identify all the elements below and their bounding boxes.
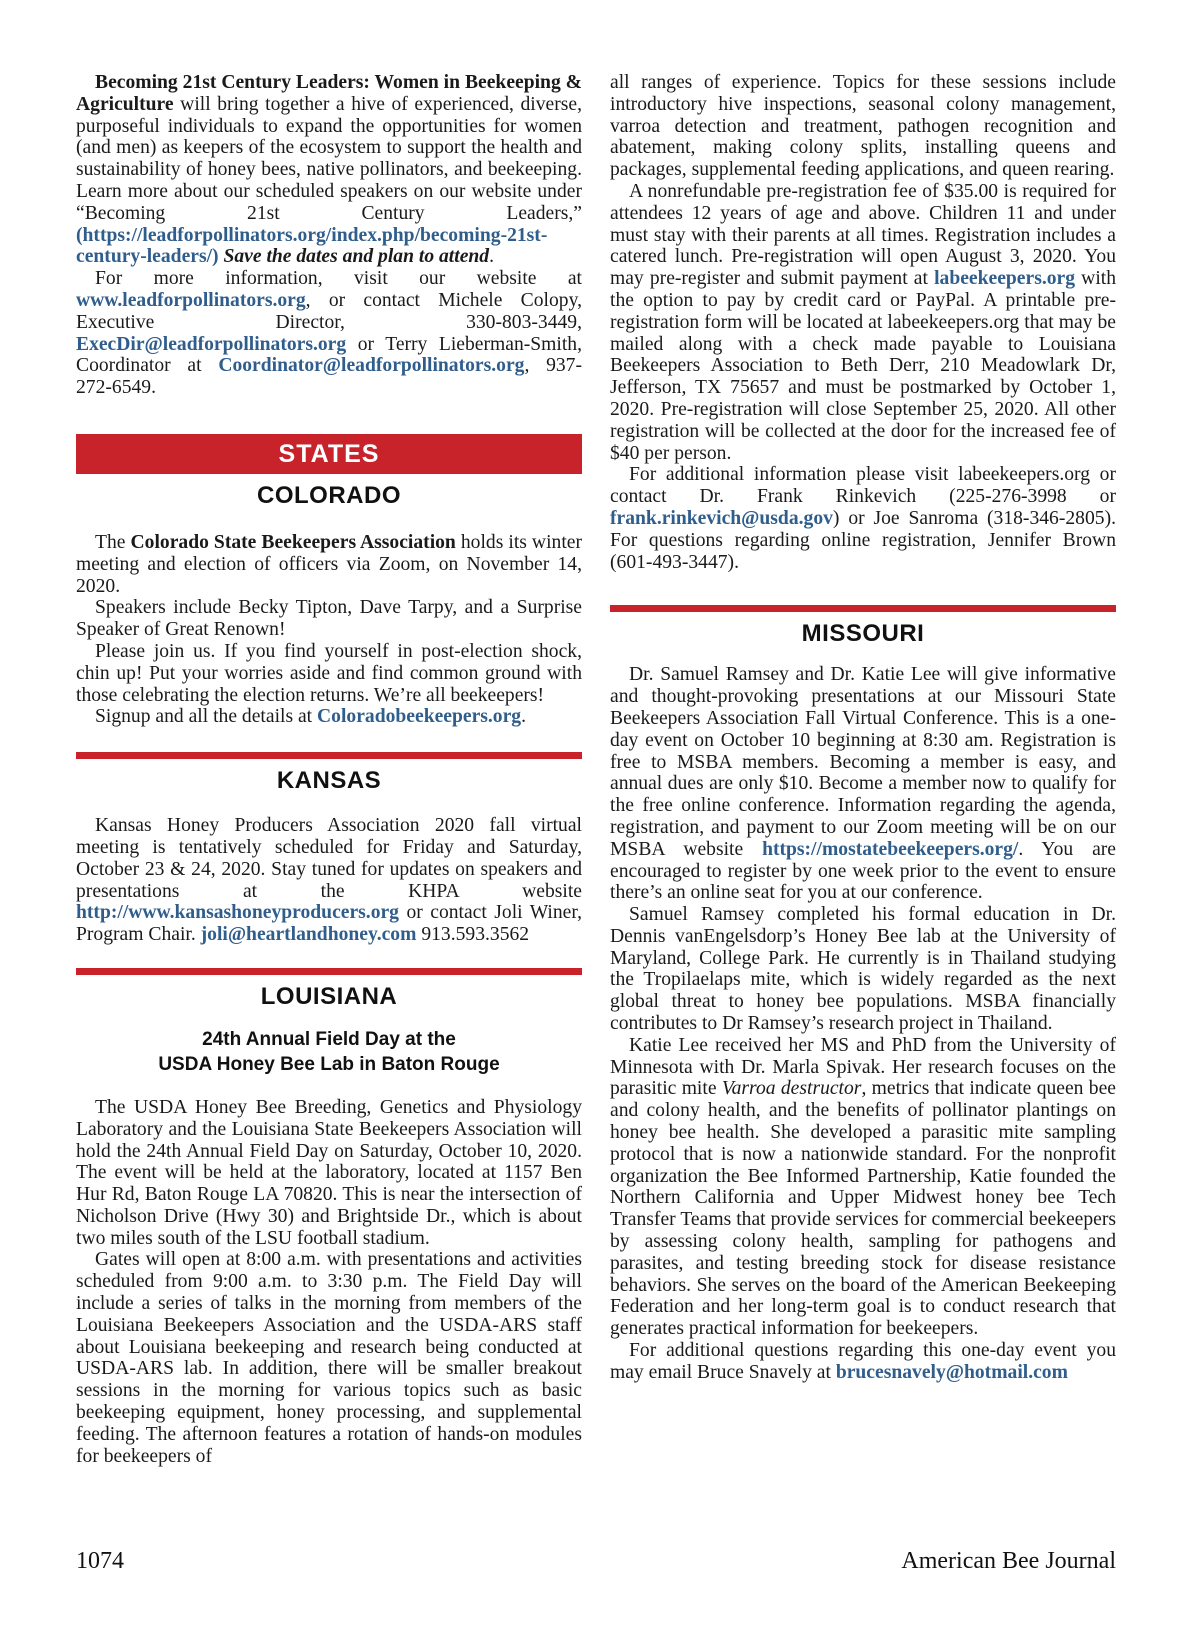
leaders-info4: , 937-272-6549. xyxy=(76,355,582,399)
kansas-p1-c: 913.593.3562 xyxy=(416,924,530,946)
leaders-site-link[interactable]: www.leadforpollinators.org xyxy=(76,289,306,311)
right-column xyxy=(610,72,1116,1384)
colorado-p1-a: The xyxy=(95,531,131,553)
colorado-link[interactable]: Coloradobeekeepers.org xyxy=(317,706,522,728)
louisiana-paragraph-4 xyxy=(610,181,1116,464)
colorado-paragraph-1 xyxy=(76,532,582,597)
colorado-heading: COLORADO xyxy=(257,481,401,509)
louisiana-paragraph-1: The USDA Honey Bee Breeding, Genetics and Physiology Laboratory and the Louisiana State Beekeepers Association will hold the 24th Annual Field Day on Saturday, October 10, 2020. The event will be held at the laboratory, located at 1157 Ben Hur Rd, Baton Rouge LA 70820. This is near the intersection of Nicholson Drive (Hwy 30) and Brightside Dr., which is about two miles south of the LSU football stadium. xyxy=(76,1096,582,1249)
khpa-link[interactable]: http://www.kansashoneyproducers.org xyxy=(76,902,399,924)
leaders-info3: or Terry Lieberman-Smith, Coordinator at xyxy=(76,333,582,377)
missouri-p1-a: Dr. Samuel Ramsey and Dr. Katie Lee will give informative and thought-provoking presentations at our Missouri State Beekeepers Association Fall Virtual Conference. This is a one-day event on October 10 beginning at 8:30 am. Registration is free to MSBA members. Becoming a member is easy, and annual dues are only $10. Become a member now to qualify for the free online conference. Information regarding the agenda, registration, and payment to our Zoom meeting will be on our MSBA website xyxy=(610,664,1116,860)
missouri-p1-b: . You are encouraged to register by one week prior to the event to ensure there’s an online seat for you at our conference. xyxy=(610,838,1116,904)
louisiana-p4-a: A nonrefundable pre-registration fee of $35.00 is required for attendees 12 years of age and above. Children 11 and under must stay with their parents at all times. Registration includes a catered lunch. Pre-registration will open August 3, 2020. You may pre-register and submit payment at xyxy=(610,180,1116,290)
colorado-p4-a: Signup and all the details at xyxy=(95,706,318,728)
colorado-paragraph-4 xyxy=(76,706,582,728)
publication-name: American Bee Journal xyxy=(901,1548,1116,1574)
missouri-paragraph-2: Samuel Ramsey completed his formal education in Dr. Dennis vanEngelsdorp’s Honey Bee lab at the University of Maryland, College Park. He currently is in Thailand studying the Tropilaelaps mite, which is widely regarded as the next global threat to honey bee populations. MSBA financially contributes to Dr Ramsey’s research project in Thailand. xyxy=(610,904,1116,1035)
leaders-title: Becoming 21st Century Leaders: Women in Beekeeping & Agriculture xyxy=(76,72,582,115)
msba-link[interactable]: https://mostatebeekeepers.org/ xyxy=(762,838,1019,860)
execdir-email-link[interactable]: ExecDir@leadforpollinators.org xyxy=(76,333,347,355)
leaders-contact-paragraph xyxy=(76,268,582,399)
colorado-org: Colorado State Beekeepers Association xyxy=(130,531,456,553)
louisiana-heading: LOUISIANA xyxy=(260,982,398,1010)
coordinator-email-link[interactable]: Coordinator@leadforpollinators.org xyxy=(218,355,525,377)
missouri-paragraph-1 xyxy=(610,664,1116,904)
louisiana-paragraph-3: all ranges of experience. Topics for these sessions include introductory hive inspections, seasonal colony management, varroa detection and treatment, pathogen recognition and abatement, making colony splits, installing queens and packages, supplemental feeding applications, and queen rearing. xyxy=(610,72,1116,181)
leaders-info2: , or contact Michele Colopy, Executive Director, 330-803-3449, xyxy=(76,289,582,333)
colorado-paragraph-3: Please join us. If you find yourself in post-election shock, chin up! Put your worries aside and find common ground with those celebrating the election returns. We’re all beekeepers! xyxy=(76,640,582,706)
kansas-p1-b: or contact Joli Winer, Program Chair. xyxy=(76,902,582,946)
joli-email-link[interactable]: joli@heartlandhoney.com xyxy=(200,924,417,946)
louisiana-paragraph-2: Gates will open at 8:00 a.m. with presentations and activities scheduled from 9:00 a.m. to 3:30 p.m. The Field Day will include a series of talks in the morning from members of the Louisiana Beekeepers Association and the USDA-ARS staff about Louisiana beekeeping and research being conducted at USDA-ARS lab. In addition, there will be smaller breakout sessions in the morning for various topics such as basic beekeeping equipment, honey processing, and supplemental feeding. The afternoon features a rotation of hands-on modules for beekeepers of xyxy=(76,1249,582,1467)
louisiana-p5-a: For additional information please visit labeekeepers.org or contact Dr. Frank Rinkevich (225-276-3998 or xyxy=(610,464,1116,508)
louisiana-paragraph-5 xyxy=(610,464,1116,573)
colorado-p1-b: holds its winter meeting and election of officers via Zoom, on November 14, 2020. xyxy=(76,531,582,597)
missouri-p4-a: For additional questions regarding this one-day event you may email Bruce Snavely at xyxy=(610,1340,1116,1383)
louisiana-subhead-2: USDA Honey Bee Lab in Baton Rouge xyxy=(158,1053,500,1075)
leaders-info1: For more information, visit our website at xyxy=(95,268,582,290)
missouri-heading: MISSOURI xyxy=(801,620,925,648)
rinkevich-email-link[interactable]: frank.rinkevich@usda.gov xyxy=(610,507,833,529)
varroa-species: Varroa destructor xyxy=(721,1078,862,1100)
leaders-body: will bring together a hive of experienced, diverse, purposeful individuals to expand the opportunities for women (and men) as keepers of the ecosystem to support the health and sustainability of honey bees, native pollinators, and beekeeping. Learn more about our scheduled speakers on our website under “Becoming 21st Century Leaders,” xyxy=(76,93,582,224)
missouri-p3-b: , metrics that indicate queen bee and colony health, and the benefits of pollinator plantings on honey bee health. She developed a parasitic mite sampling protocol that is now a nationwide standard. For the nonprofit organization the Bee Informed Partnership, Katie founded the Northern California and Upper Midwest honey bee Tech Transfer Teams that provide services for commercial beekeepers by assessing colony health, sampling for pathogens and parasites, and testing breeding stock for disease resistance behaviors. She serves on the board of the American Beekeeping Federation and her long-term goal is to conduct research that generates practical information for beekeepers. xyxy=(610,1078,1116,1340)
leaders-save-end: . xyxy=(489,246,494,268)
louisiana-rule xyxy=(76,968,582,975)
leaders-save-note: Save the dates and plan to attend xyxy=(223,246,490,268)
kansas-p1-a: Kansas Honey Producers Association 2020 fall virtual meeting is tentatively scheduled for Friday and Saturday, October 23 & 24, 2020. Stay tuned for updates on speakers and presentations at the KHPA website xyxy=(76,815,582,902)
kansas-rule xyxy=(76,752,582,759)
leaders-link[interactable]: (https://leadforpollinators.org/index.php/becoming-21st-century-leaders/) xyxy=(76,224,548,268)
louisiana-p4-b: with the option to pay by credit card or PayPal. A printable pre-registration form will be located at labeekeepers.org that may be mailed along with a check made payable to Louisiana Beekeepers Association to Beth Derr, 210 Meadowlark Dr, Jefferson, TX 75657 and must be postmarked by October 1, 2020. Pre-registration will close September 25, 2020. All other registration will be collected at the door for the increased fee of $40 per person. xyxy=(610,268,1117,464)
page-number: 1074 xyxy=(76,1548,124,1574)
colorado-paragraph-2: Speakers include Becky Tipton, Dave Tarpy, and a Surprise Speaker of Great Renown! xyxy=(76,597,582,641)
missouri-p3-a: Katie Lee received her MS and PhD from the University of Minnesota with Dr. Marla Spivak. Her research focuses on the parasitic mite xyxy=(610,1034,1116,1100)
states-banner: STATES xyxy=(76,434,582,474)
kansas-paragraph xyxy=(76,815,582,946)
louisiana-subhead-1: 24th Annual Field Day at the xyxy=(202,1028,456,1050)
missouri-paragraph-3 xyxy=(610,1035,1116,1340)
left-column xyxy=(76,72,582,1467)
snavely-email-link[interactable]: brucesnavely@hotmail.com xyxy=(835,1361,1068,1383)
labeekeepers-link[interactable]: labeekeepers.org xyxy=(934,268,1076,290)
kansas-heading: KANSAS xyxy=(276,767,382,795)
missouri-rule xyxy=(610,605,1116,612)
leaders-paragraph xyxy=(76,72,582,268)
missouri-paragraph-4 xyxy=(610,1340,1116,1384)
louisiana-p5-b: ) or Joe Sanroma (318-346-2805). For questions regarding online registration, Jennifer Brown (601-493-3447). xyxy=(610,507,1116,573)
colorado-p4-b: . xyxy=(521,706,526,728)
